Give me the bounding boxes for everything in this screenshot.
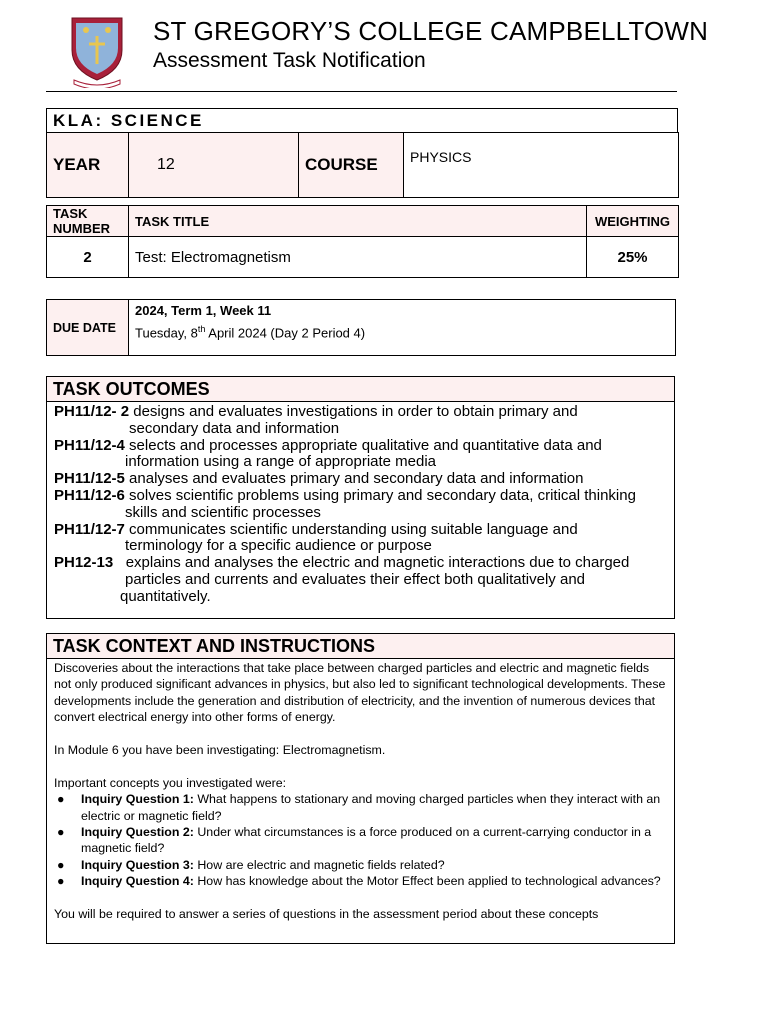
task-number-header: TASK NUMBER xyxy=(47,206,129,237)
inquiry-text: Under what circumstances is a force produced on a current-carrying conductor in a magnetic field? xyxy=(81,825,652,856)
outcome-text-cont: quantitatively. xyxy=(120,587,211,605)
outcome-item xyxy=(54,522,674,556)
outcome-item xyxy=(54,471,674,488)
task-context-section xyxy=(46,633,675,944)
due-date-day-suffix: th xyxy=(197,324,206,334)
header-divider xyxy=(46,91,677,92)
outcome-text: analyses and evaluates primary and secondary data and information xyxy=(124,470,584,488)
outcome-code: PH11/12-6 xyxy=(54,486,125,504)
due-date-value xyxy=(129,300,676,356)
inquiry-text: How has knowledge about the Motor Effect been applied to technological advances? xyxy=(193,874,661,889)
outcome-code: PH11/12-4 xyxy=(54,436,125,454)
due-date-term: 2024, Term 1, Week 11 xyxy=(135,303,272,318)
due-date-label: DUE DATE xyxy=(47,300,129,356)
context-module-line: In Module 6 you have been investigating: Electromagnetism. xyxy=(54,743,386,758)
task-title-header: TASK TITLE xyxy=(129,206,587,237)
context-paragraph: Discoveries about the interactions that take place between charged particles and electric and magnetic fields not only produced significant advances in physics, but also led to significant technological developments. These developments include the generation and distribution of electricity, and the invention of numerous devices that convert electrical energy into other forms of energy. xyxy=(54,661,666,725)
year-course-table xyxy=(46,132,679,198)
year-label: YEAR xyxy=(47,133,129,198)
task-outcomes-section xyxy=(46,376,675,619)
due-date-day-rest: April 2024 (Day 2 Period 4) xyxy=(205,325,366,341)
list-item xyxy=(54,873,668,889)
weighting-header: WEIGHTING xyxy=(587,206,679,237)
year-value: 12 xyxy=(129,133,299,198)
task-outcomes-heading: TASK OUTCOMES xyxy=(47,377,674,402)
context-closing: You will be required to answer a series of questions in the assessment period about these concepts xyxy=(54,907,599,922)
outcome-text-cont: terminology for a specific audience or purpose xyxy=(125,537,432,555)
inquiry-questions-list xyxy=(54,791,668,889)
outcome-text-cont: secondary data and information xyxy=(129,419,340,437)
task-number-value: 2 xyxy=(47,237,129,278)
due-date-day-text: Tuesday, 8 xyxy=(135,325,198,341)
due-date-table xyxy=(46,299,676,356)
course-value: PHYSICS xyxy=(404,133,679,198)
inquiry-text: How are electric and magnetic fields related? xyxy=(193,857,445,872)
outcome-code: PH11/12-7 xyxy=(54,520,125,538)
list-item xyxy=(54,791,668,824)
outcome-item xyxy=(54,488,674,522)
inquiry-label: Inquiry Question 1: xyxy=(81,792,194,807)
bullet-icon: ● xyxy=(57,825,65,840)
task-title-value: Test: Electromagnetism xyxy=(129,237,587,278)
inquiry-label: Inquiry Question 3: xyxy=(81,857,194,872)
inquiry-label: Inquiry Question 4: xyxy=(81,874,194,889)
outcome-text-cont: particles and currents and evaluates their effect both qualitatively and xyxy=(125,570,586,588)
task-table xyxy=(46,205,679,278)
college-crest-logo xyxy=(68,14,126,88)
course-label: COURSE xyxy=(299,133,404,198)
outcome-item xyxy=(54,404,674,438)
weighting-value: 25% xyxy=(587,237,679,278)
outcome-item xyxy=(54,555,674,605)
outcome-code: PH11/12- 2 xyxy=(54,403,130,420)
outcome-text: designs and evaluates investigations in order to obtain primary and xyxy=(129,403,578,420)
bullet-icon: ● xyxy=(57,857,65,872)
bullet-icon: ● xyxy=(57,792,65,807)
outcome-text-cont: skills and scientific processes xyxy=(125,503,321,521)
outcome-text: solves scientific problems using primary and secondary data, critical thinking xyxy=(124,486,636,504)
list-item xyxy=(54,857,668,873)
outcome-text-cont: information using a range of appropriate media xyxy=(125,453,437,471)
kla-table xyxy=(46,108,678,133)
outcome-item xyxy=(54,438,674,472)
list-item xyxy=(54,824,668,857)
outcome-text: selects and processes appropriate qualitative and quantitative data and xyxy=(124,436,602,454)
outcome-text: communicates scientific understanding using suitable language and xyxy=(124,520,578,538)
due-date-day xyxy=(135,320,675,342)
outcome-text: explains and analyses the electric and magnetic interactions due to charged xyxy=(113,554,630,572)
document-subtitle: Assessment Task Notification xyxy=(153,49,426,72)
outcome-code: PH11/12-5 xyxy=(54,470,125,488)
context-concepts-intro: Important concepts you investigated were: xyxy=(54,775,287,790)
school-name: ST GREGORY’S COLLEGE CAMPBELLTOWN xyxy=(153,16,709,46)
inquiry-text: What happens to stationary and moving charged particles when they interact with an electric or magnetic field? xyxy=(81,792,661,823)
kla-label: KLA: SCIENCE xyxy=(47,109,678,133)
bullet-icon: ● xyxy=(57,874,65,889)
task-context-heading: TASK CONTEXT AND INSTRUCTIONS xyxy=(47,634,674,659)
outcome-code: PH12-13 xyxy=(54,554,114,572)
inquiry-label: Inquiry Question 2: xyxy=(81,825,194,840)
